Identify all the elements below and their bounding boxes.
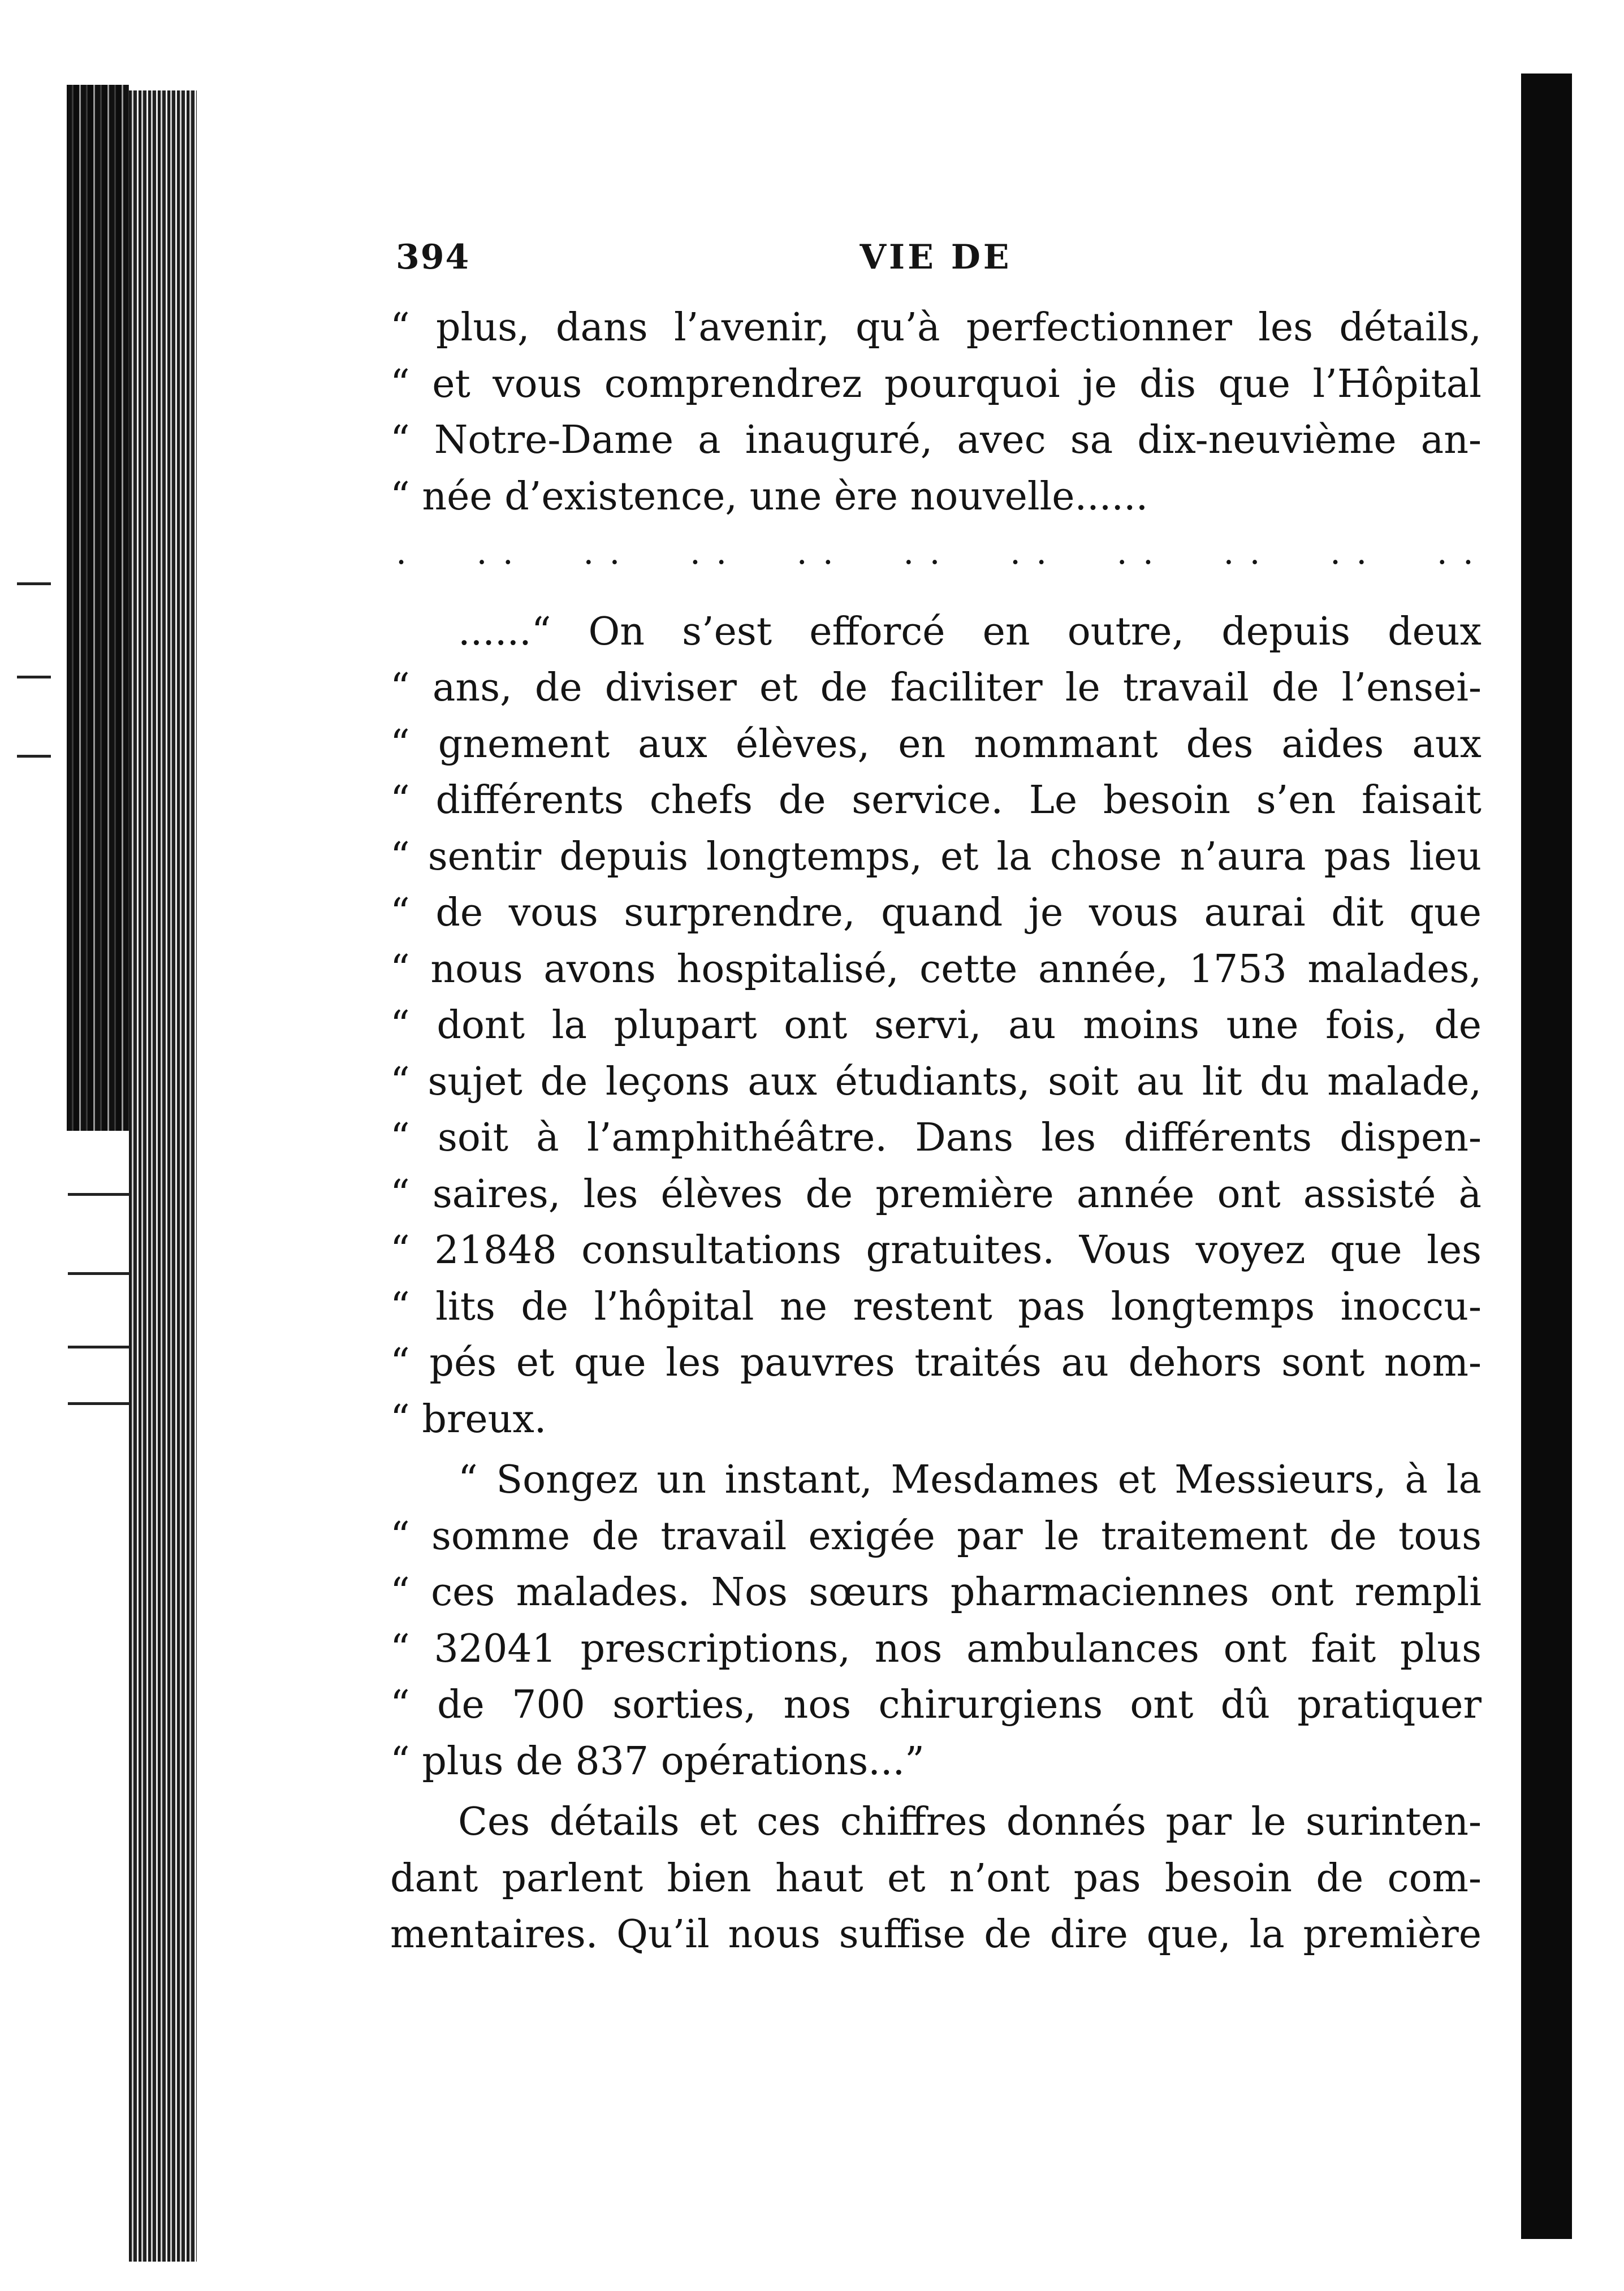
scan-margin-left [67,85,129,1131]
text-line: “ sujet de leçons aux étudiants, soit au lit du malade, [390,1059,1482,1104]
text-line: “ 32041 prescriptions, nos ambulances ont fait plus [390,1626,1482,1671]
book-page [390,226,1482,2115]
text-line: ......“ On s’est efforcé en outre, depuis deux [458,609,1482,654]
margin-tick [17,582,51,585]
margin-tick [17,755,51,758]
text-line: “ ces malades. Nos sœurs pharmaciennes ont rempli [390,1570,1482,1615]
text-line: “ née d’existence, une ère nouvelle...... [390,474,1148,519]
text-line: Ces détails et ces chiffres donnés par le surinten- [458,1800,1482,1844]
text-line: “ gnement aux élèves, en nommant des aides aux [390,721,1482,767]
text-line: “ pés et que les pauvres traités au dehors sont nom- [390,1341,1482,1385]
text-line: “ Songez un instant, Mesdames et Messieurs, à la [458,1458,1482,1502]
paragraph [390,1452,1482,1789]
text-line: “ différents chefs de service. Le besoin s’en faisait [390,778,1482,823]
text-line: “ Notre-Dame a inauguré, avec sa dix-neuvième an- [390,418,1482,462]
text-line: “ sentir depuis longtemps, et la chose n’aura pas lieu [390,834,1482,879]
paragraph [390,300,1482,525]
text-line: “ ans, de diviser et de faciliter le travail de l’ensei- [390,665,1482,710]
ellipsis-dot: . . [583,533,623,572]
paragraph [390,1794,1482,1963]
text-line: “ soit à l’amphithéâtre. Dans les différents dispen- [390,1116,1482,1160]
body-text [390,300,1482,1963]
ellipsis-dot: . . [1330,533,1370,572]
margin-tick [68,1402,130,1405]
ellipsis-dot: . . [1009,533,1049,572]
spacer [390,581,1482,604]
ellipsis-dot: . . [903,533,943,572]
ellipsis-dot: . . [689,533,729,572]
text-line: “ 21848 consultations gratuites. Vous voyez que les [390,1228,1482,1273]
margin-tick [68,1193,130,1196]
margin-tick [68,1272,130,1275]
text-line: “ et vous comprendrez pourquoi je dis que l’Hôpital [390,361,1482,407]
text-line: “ plus, dans l’avenir, qu’à perfectionner les détails, [390,305,1482,350]
margin-tick [17,676,51,678]
text-line: “ plus de 837 opérations...” [390,1739,925,1784]
scan-margin-right [1521,74,1572,2239]
ellipsis-dot: . . [1436,533,1476,572]
text-line: “ lits de l’hôpital ne restent pas longtemps inoccu- [390,1284,1482,1329]
ellipsis-dot: . . [476,533,516,572]
margin-tick [68,1346,130,1348]
running-title: VIE DE [859,237,1012,277]
ellipsis-row [390,525,1482,581]
page-header [390,226,1482,300]
scan-margin-left-texture [129,90,197,2262]
text-line: “ somme de travail exigée par le traitement de tous [390,1514,1482,1559]
text-line: “ de 700 sorties, nos chirurgiens ont dû pratiquer [390,1683,1482,1727]
text-line: mentaires. Qu’il nous suffise de dire que, la première [390,1912,1482,1957]
paragraph [390,660,1482,1447]
ellipsis-dot: . . [1116,533,1156,572]
paragraph [390,604,1482,660]
ellipsis-dot: . [396,533,409,572]
page-number: 394 [396,237,470,277]
text-line: dant parlent bien haut et n’ont pas besoin de com- [390,1856,1482,1901]
text-line: “ breux. [390,1397,547,1442]
ellipsis-dot: . . [1223,533,1263,572]
text-line: “ de vous surprendre, quand je vous aurai dit que [390,891,1482,935]
text-line: “ nous avons hospitalisé, cette année, 1753 malades, [390,946,1482,992]
ellipsis-dot: . . [796,533,836,572]
text-line: “ dont la plupart ont servi, au moins une fois, de [390,1003,1482,1048]
text-line: “ saires, les élèves de première année ont assisté à [390,1172,1482,1217]
